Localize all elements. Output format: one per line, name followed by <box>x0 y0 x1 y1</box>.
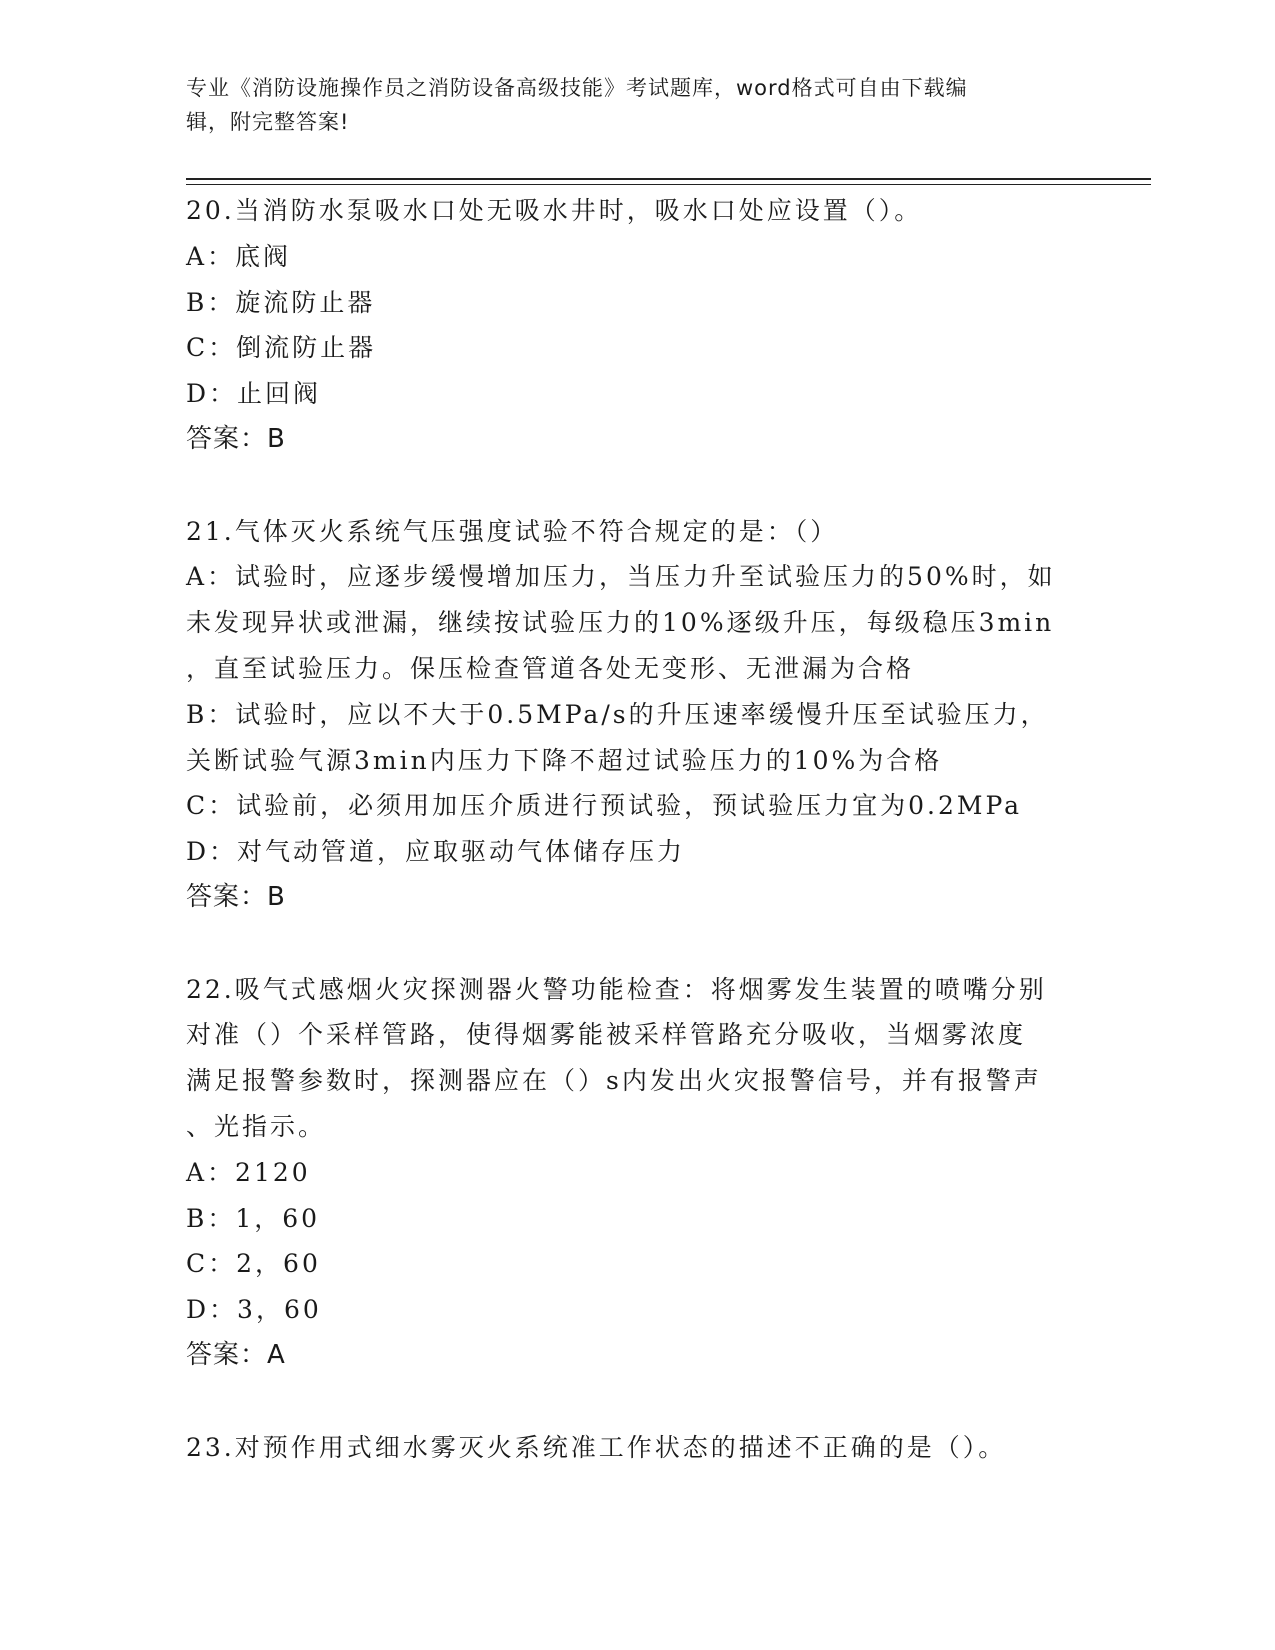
option-c: C：倒流防止器 <box>186 333 377 363</box>
question-stem: 20.当消防水泵吸水口处无吸水井时，吸水口处应设置（）。 <box>186 196 923 225</box>
question-stem: 21.气体灭火系统气压强度试验不符合规定的是：（） <box>186 516 839 546</box>
header-line-2: 辑，附完整答案! <box>186 110 350 134</box>
question-20 <box>186 188 1086 463</box>
option-d: D：止回阀 <box>186 379 322 409</box>
spacer <box>186 921 1086 967</box>
spacer <box>186 463 1086 509</box>
header-divider-thin <box>186 184 1151 185</box>
question-22 <box>186 967 1086 1379</box>
header-line-1: 专业《消防设施操作员之消防设备高级技能》考试题库，word格式可自由下载编 <box>186 76 968 100</box>
option-c: C：2，60 <box>186 1249 321 1279</box>
question-stem-line-2: 对准（）个采样管路，使得烟雾能被采样管路充分吸收，当烟雾浓度 <box>186 1020 1027 1050</box>
spacer <box>186 1379 1086 1425</box>
option-c: C：试验前，必须用加压介质进行预试验，预试验压力宜为0.2MPa <box>186 791 1023 821</box>
answer: 答案：B <box>186 423 286 454</box>
document-header <box>186 71 1086 139</box>
option-a-line-3: ，直至试验压力。保压检查管道各处无变形、无泄漏为合格 <box>186 653 915 683</box>
question-stem-line-3: 满足报警参数时，探测器应在（）s内发出火灾报警信号，并有报警声 <box>186 1066 1042 1096</box>
option-a: A：2120 <box>186 1157 311 1187</box>
header-divider-thick <box>186 178 1151 180</box>
option-b-line-1: B：试验时，应以不大于0.5MPa/s的升压速率缓慢升压至试验压力， <box>186 699 1049 729</box>
question-stem-line-4: 、光指示。 <box>186 1111 327 1141</box>
option-a-line-1: A：试验时，应逐步缓慢增加压力，当压力升至试验压力的50%时，如 <box>186 562 1056 592</box>
question-21 <box>186 509 1086 921</box>
answer: 答案：B <box>186 881 286 912</box>
option-b-line-2: 关断试验气源3min内压力下降不超过试验压力的10%为合格 <box>186 745 943 775</box>
question-stem-line-1: 22.吸气式感烟火灾探测器火警功能检查：将烟雾发生装置的喷嘴分别 <box>186 974 1047 1004</box>
option-d: D：对气动管道，应取驱动气体储存压力 <box>186 837 686 867</box>
option-b: B：旋流防止器 <box>186 287 376 317</box>
answer: 答案：A <box>186 1339 286 1370</box>
option-b: B：1，60 <box>186 1203 321 1233</box>
question-23 <box>186 1425 1086 1471</box>
question-list <box>186 188 1086 1470</box>
option-d: D：3，60 <box>186 1295 322 1325</box>
option-a-line-2: 未发现异状或泄漏，继续按试验压力的10%逐级升压，每级稳压3min <box>186 608 1055 638</box>
question-stem: 23.对预作用式细水雾灭火系统准工作状态的描述不正确的是（）。 <box>186 1432 1007 1462</box>
option-a: A：底阀 <box>186 241 292 271</box>
